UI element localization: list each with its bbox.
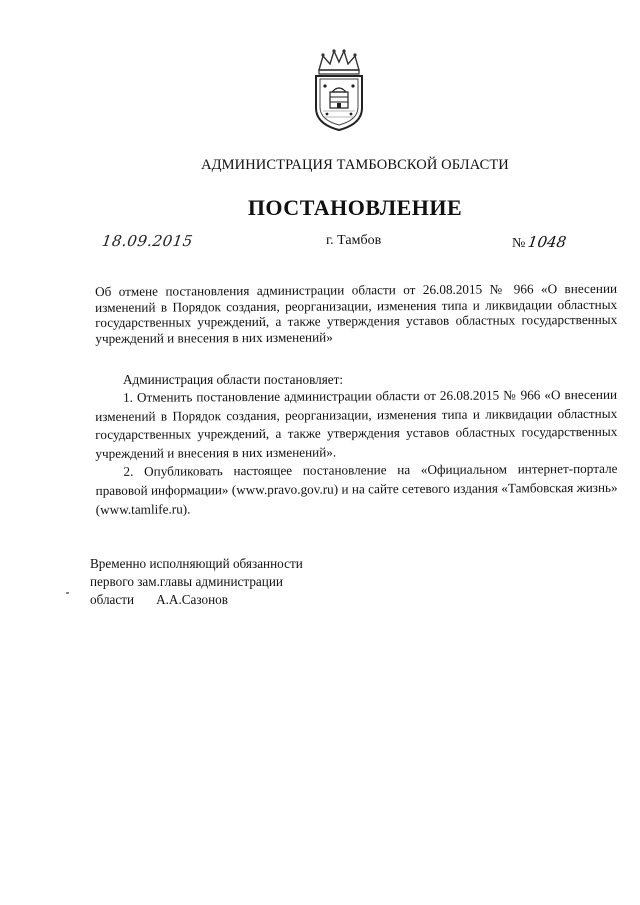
- document-city: г. Тамбов: [326, 233, 382, 248]
- scan-mark: [66, 592, 69, 594]
- document-number: [512, 233, 567, 252]
- signatory-name: А.А.Сазонов: [156, 592, 228, 607]
- signature-line3: [90, 591, 303, 609]
- document-subject: Об отмене постановления администрации области от 26.08.2015 № 966 «О внесении изменений в Порядок создания, реорганизации, изменения типа и ликвидации областных государственных учреждений, а также утверждения уставов областных государственных учреждений и внесения в них изменений»: [95, 280, 618, 346]
- document-date: 18.09.2015: [100, 232, 195, 250]
- resolution-item-2: 2. Опубликовать настоящее постановление на «Официальном интернет-портале правовой информации» (www.pravo.gov.ru) и на сайте сетевого издания «Тамбовская жизнь» (www.tamlife.ru).: [95, 461, 618, 517]
- tambov-coat-of-arms-icon: [310, 48, 368, 132]
- agency-title: АДМИНИСТРАЦИЯ ТАМБОВСКОЙ ОБЛАСТИ: [201, 157, 509, 173]
- signature-position-line1: Временно исполняющий обязанности: [90, 556, 303, 571]
- preamble: Администрация области постановляет:: [123, 372, 344, 387]
- resolution-item-1: 1. Отменить постановление администрации области от 26.08.2015 № 966 «О внесении изменений в Порядок создания, реорганизации, изменения типа и ликвидации областных государственных учреждений, а также утверждения уставов областных государственных учреждений и внесения в них изменений».: [95, 386, 618, 461]
- signature-block: [90, 555, 303, 609]
- resolution-items: [95, 386, 618, 519]
- number-value: 1048: [527, 233, 568, 251]
- document-type-title: ПОСТАНОВЛЕНИЕ: [247, 195, 463, 220]
- signature-region: области: [90, 592, 135, 607]
- number-sign: №: [512, 236, 526, 251]
- signature-position-line2: первого зам.главы администрации: [90, 574, 283, 589]
